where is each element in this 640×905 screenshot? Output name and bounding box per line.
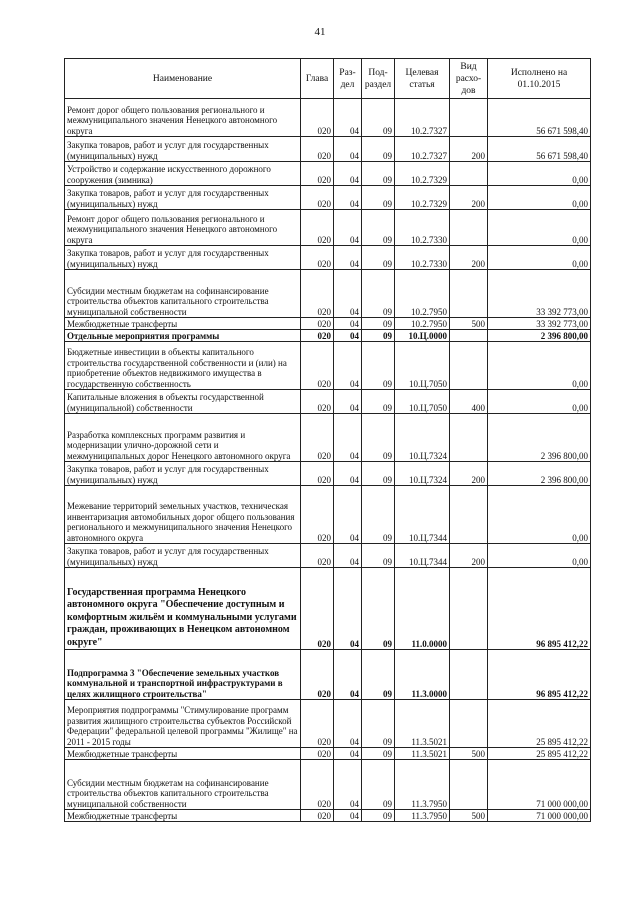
row-podrazdel: 09 bbox=[362, 270, 395, 318]
table-row bbox=[65, 486, 591, 544]
row-amount: 2 396 800,00 bbox=[488, 330, 591, 342]
row-article: 10.2.7329 bbox=[395, 162, 450, 186]
row-name: Межевание территорий земельных участков, техническая инвентаризация автомобильных дорог общего пользования регионального и межмуниципального значения Ненецкого автономного округа bbox=[65, 486, 301, 544]
row-podrazdel: 09 bbox=[362, 414, 395, 462]
row-glava: 020 bbox=[301, 810, 334, 822]
row-article: 10.Ц.7324 bbox=[395, 414, 450, 462]
row-name: Ремонт дорог общего пользования регионального и межмуниципального значения Ненецкого автономного округа bbox=[65, 210, 301, 246]
row-amount: 0,00 bbox=[488, 186, 591, 210]
row-article: 11.3.5021 bbox=[395, 748, 450, 760]
row-glava: 020 bbox=[301, 760, 334, 810]
row-article: 11.3.7950 bbox=[395, 810, 450, 822]
row-razdel: 04 bbox=[334, 318, 362, 330]
row-podrazdel: 09 bbox=[362, 700, 395, 748]
row-amount: 56 671 598,40 bbox=[488, 137, 591, 162]
row-vid: 500 bbox=[450, 318, 488, 330]
header-name: Наименование bbox=[65, 59, 301, 99]
row-glava: 020 bbox=[301, 342, 334, 390]
row-vid bbox=[450, 162, 488, 186]
row-article: 10.Ц.7344 bbox=[395, 486, 450, 544]
row-razdel: 04 bbox=[334, 186, 362, 210]
row-amount: 0,00 bbox=[488, 210, 591, 246]
row-vid bbox=[450, 414, 488, 462]
header-article: Целевая статья bbox=[395, 59, 450, 99]
row-amount: 0,00 bbox=[488, 246, 591, 270]
row-name: Подпрограмма 3 "Обеспечение земельных участков коммунальной и транспортной инфраструктурами в целях жилищного строительства" bbox=[65, 650, 301, 700]
budget-table bbox=[64, 58, 591, 822]
row-article: 10.Ц.7324 bbox=[395, 462, 450, 486]
row-razdel: 04 bbox=[334, 810, 362, 822]
row-glava: 020 bbox=[301, 210, 334, 246]
row-vid: 200 bbox=[450, 462, 488, 486]
row-glava: 020 bbox=[301, 462, 334, 486]
row-amount: 33 392 773,00 bbox=[488, 318, 591, 330]
row-amount: 0,00 bbox=[488, 162, 591, 186]
row-article: 10.Ц.0000 bbox=[395, 330, 450, 342]
table-row bbox=[65, 186, 591, 210]
table-row bbox=[65, 270, 591, 318]
table-header-row bbox=[65, 59, 591, 99]
row-name: Разработка комплексных программ развития и модернизации улично-дорожной сети и межмуниципальных дорог Ненецкого автономного округа bbox=[65, 414, 301, 462]
table-row bbox=[65, 462, 591, 486]
row-glava: 020 bbox=[301, 330, 334, 342]
table-row bbox=[65, 390, 591, 414]
row-razdel: 04 bbox=[334, 486, 362, 544]
row-name: Субсидии местным бюджетам на софинансирование строительства объектов капитального строительства муниципальной собственности bbox=[65, 270, 301, 318]
row-amount: 2 396 800,00 bbox=[488, 414, 591, 462]
row-name: Отдельные мероприятия программы bbox=[65, 330, 301, 342]
row-article: 11.3.7950 bbox=[395, 760, 450, 810]
row-podrazdel: 09 bbox=[362, 186, 395, 210]
row-vid bbox=[450, 650, 488, 700]
row-amount: 0,00 bbox=[488, 544, 591, 568]
row-glava: 020 bbox=[301, 568, 334, 650]
row-name: Межбюджетные трансферты bbox=[65, 748, 301, 760]
row-podrazdel: 09 bbox=[362, 99, 395, 137]
row-article: 11.3.5021 bbox=[395, 700, 450, 748]
row-glava: 020 bbox=[301, 99, 334, 137]
row-name: Ремонт дорог общего пользования регионального и межмуниципального значения Ненецкого автономного округа bbox=[65, 99, 301, 137]
row-vid bbox=[450, 270, 488, 318]
row-amount: 0,00 bbox=[488, 342, 591, 390]
row-razdel: 04 bbox=[334, 270, 362, 318]
row-glava: 020 bbox=[301, 162, 334, 186]
row-podrazdel: 09 bbox=[362, 486, 395, 544]
row-razdel: 04 bbox=[334, 137, 362, 162]
row-amount: 0,00 bbox=[488, 486, 591, 544]
row-amount: 96 895 412,22 bbox=[488, 650, 591, 700]
row-article: 10.2.7327 bbox=[395, 137, 450, 162]
row-podrazdel: 09 bbox=[362, 342, 395, 390]
table-row bbox=[65, 210, 591, 246]
row-vid: 200 bbox=[450, 246, 488, 270]
row-article: 11.3.0000 bbox=[395, 650, 450, 700]
row-razdel: 04 bbox=[334, 246, 362, 270]
row-glava: 020 bbox=[301, 270, 334, 318]
row-podrazdel: 09 bbox=[362, 810, 395, 822]
row-glava: 020 bbox=[301, 186, 334, 210]
row-vid: 200 bbox=[450, 544, 488, 568]
row-razdel: 04 bbox=[334, 700, 362, 748]
row-vid bbox=[450, 486, 488, 544]
row-name: Закупка товаров, работ и услуг для государственных (муниципальных) нужд bbox=[65, 544, 301, 568]
table-row bbox=[65, 318, 591, 330]
row-glava: 020 bbox=[301, 748, 334, 760]
row-amount: 2 396 800,00 bbox=[488, 462, 591, 486]
row-vid bbox=[450, 700, 488, 748]
table-row bbox=[65, 748, 591, 760]
row-vid bbox=[450, 99, 488, 137]
row-amount: 25 895 412,22 bbox=[488, 748, 591, 760]
row-podrazdel: 09 bbox=[362, 760, 395, 810]
header-glava: Глава bbox=[301, 59, 334, 99]
table-row bbox=[65, 99, 591, 137]
row-razdel: 04 bbox=[334, 760, 362, 810]
table-row bbox=[65, 162, 591, 186]
row-vid bbox=[450, 210, 488, 246]
row-name: Закупка товаров, работ и услуг для государственных (муниципальных) нужд bbox=[65, 462, 301, 486]
table-row bbox=[65, 650, 591, 700]
row-podrazdel: 09 bbox=[362, 650, 395, 700]
row-name: Закупка товаров, работ и услуг для государственных (муниципальных) нужд bbox=[65, 137, 301, 162]
row-name: Субсидии местным бюджетам на софинансирование строительства объектов капитального строительства муниципальной собственности bbox=[65, 760, 301, 810]
row-article: 10.Ц.7050 bbox=[395, 342, 450, 390]
row-razdel: 04 bbox=[334, 650, 362, 700]
row-article: 10.2.7329 bbox=[395, 186, 450, 210]
row-glava: 020 bbox=[301, 700, 334, 748]
table-row bbox=[65, 810, 591, 822]
table-row bbox=[65, 137, 591, 162]
row-glava: 020 bbox=[301, 246, 334, 270]
row-name: Бюджетные инвестиции в объекты капитального строительства государственной собственности и (или) на приобретение объектов недвижимого имущества в государственную собственность bbox=[65, 342, 301, 390]
table-row bbox=[65, 568, 591, 650]
header-razdel: Раз-дел bbox=[334, 59, 362, 99]
row-podrazdel: 09 bbox=[362, 462, 395, 486]
row-glava: 020 bbox=[301, 414, 334, 462]
row-glava: 020 bbox=[301, 390, 334, 414]
page-number: 41 bbox=[314, 26, 326, 38]
row-vid: 200 bbox=[450, 186, 488, 210]
row-podrazdel: 09 bbox=[362, 330, 395, 342]
row-amount: 0,00 bbox=[488, 390, 591, 414]
row-podrazdel: 09 bbox=[362, 568, 395, 650]
row-article: 10.Ц.7344 bbox=[395, 544, 450, 568]
row-article: 10.Ц.7050 bbox=[395, 390, 450, 414]
row-podrazdel: 09 bbox=[362, 390, 395, 414]
row-razdel: 04 bbox=[334, 544, 362, 568]
row-amount: 33 392 773,00 bbox=[488, 270, 591, 318]
row-podrazdel: 09 bbox=[362, 210, 395, 246]
row-article: 10.2.7330 bbox=[395, 210, 450, 246]
row-razdel: 04 bbox=[334, 99, 362, 137]
row-vid bbox=[450, 760, 488, 810]
row-article: 10.2.7330 bbox=[395, 246, 450, 270]
row-name: Закупка товаров, работ и услуг для государственных (муниципальных) нужд bbox=[65, 186, 301, 210]
row-razdel: 04 bbox=[334, 748, 362, 760]
row-razdel: 04 bbox=[334, 568, 362, 650]
table-row bbox=[65, 342, 591, 390]
table-row bbox=[65, 544, 591, 568]
row-razdel: 04 bbox=[334, 462, 362, 486]
row-article: 10.2.7950 bbox=[395, 270, 450, 318]
row-glava: 020 bbox=[301, 318, 334, 330]
row-glava: 020 bbox=[301, 544, 334, 568]
row-podrazdel: 09 bbox=[362, 748, 395, 760]
row-razdel: 04 bbox=[334, 210, 362, 246]
row-podrazdel: 09 bbox=[362, 137, 395, 162]
row-podrazdel: 09 bbox=[362, 246, 395, 270]
row-name: Мероприятия подпрограммы "Стимулирование программ развития жилищного строительства субъектов Российской Федерации" федеральной целевой программы "Жилище" на 2011 - 2015 годы bbox=[65, 700, 301, 748]
row-razdel: 04 bbox=[334, 414, 362, 462]
row-amount: 96 895 412,22 bbox=[488, 568, 591, 650]
table-row bbox=[65, 414, 591, 462]
row-vid: 500 bbox=[450, 748, 488, 760]
row-article: 11.0.0000 bbox=[395, 568, 450, 650]
row-razdel: 04 bbox=[334, 342, 362, 390]
table-row bbox=[65, 246, 591, 270]
row-article: 10.2.7950 bbox=[395, 318, 450, 330]
row-glava: 020 bbox=[301, 650, 334, 700]
table-row bbox=[65, 760, 591, 810]
header-podrazdel: Под-раздел bbox=[362, 59, 395, 99]
row-razdel: 04 bbox=[334, 390, 362, 414]
row-name: Межбюджетные трансферты bbox=[65, 810, 301, 822]
row-podrazdel: 09 bbox=[362, 544, 395, 568]
row-razdel: 04 bbox=[334, 162, 362, 186]
row-article: 10.2.7327 bbox=[395, 99, 450, 137]
row-glava: 020 bbox=[301, 137, 334, 162]
header-vid: Вид расхо-дов bbox=[450, 59, 488, 99]
row-vid: 400 bbox=[450, 390, 488, 414]
row-glava: 020 bbox=[301, 486, 334, 544]
row-amount: 71 000 000,00 bbox=[488, 760, 591, 810]
row-razdel: 04 bbox=[334, 330, 362, 342]
row-podrazdel: 09 bbox=[362, 318, 395, 330]
row-name: Устройство и содержание искусственного дорожного сооружения (зимника) bbox=[65, 162, 301, 186]
row-vid bbox=[450, 330, 488, 342]
row-vid: 500 bbox=[450, 810, 488, 822]
row-name: Государственная программа Ненецкого автономного округа "Обеспечение доступным и комфортным жильём и коммунальными услугами граждан, проживающих в Ненецком автономном округе" bbox=[65, 568, 301, 650]
row-name: Капитальные вложения в объекты государственной (муниципальной) собственности bbox=[65, 390, 301, 414]
header-executed: Исполнено на 01.10.2015 bbox=[488, 59, 591, 99]
row-amount: 25 895 412,22 bbox=[488, 700, 591, 748]
table-row bbox=[65, 330, 591, 342]
row-vid: 200 bbox=[450, 137, 488, 162]
row-podrazdel: 09 bbox=[362, 162, 395, 186]
row-name: Закупка товаров, работ и услуг для государственных (муниципальных) нужд bbox=[65, 246, 301, 270]
row-vid bbox=[450, 342, 488, 390]
row-amount: 71 000 000,00 bbox=[488, 810, 591, 822]
row-name: Межбюджетные трансферты bbox=[65, 318, 301, 330]
row-amount: 56 671 598,40 bbox=[488, 99, 591, 137]
table-row bbox=[65, 700, 591, 748]
row-vid bbox=[450, 568, 488, 650]
